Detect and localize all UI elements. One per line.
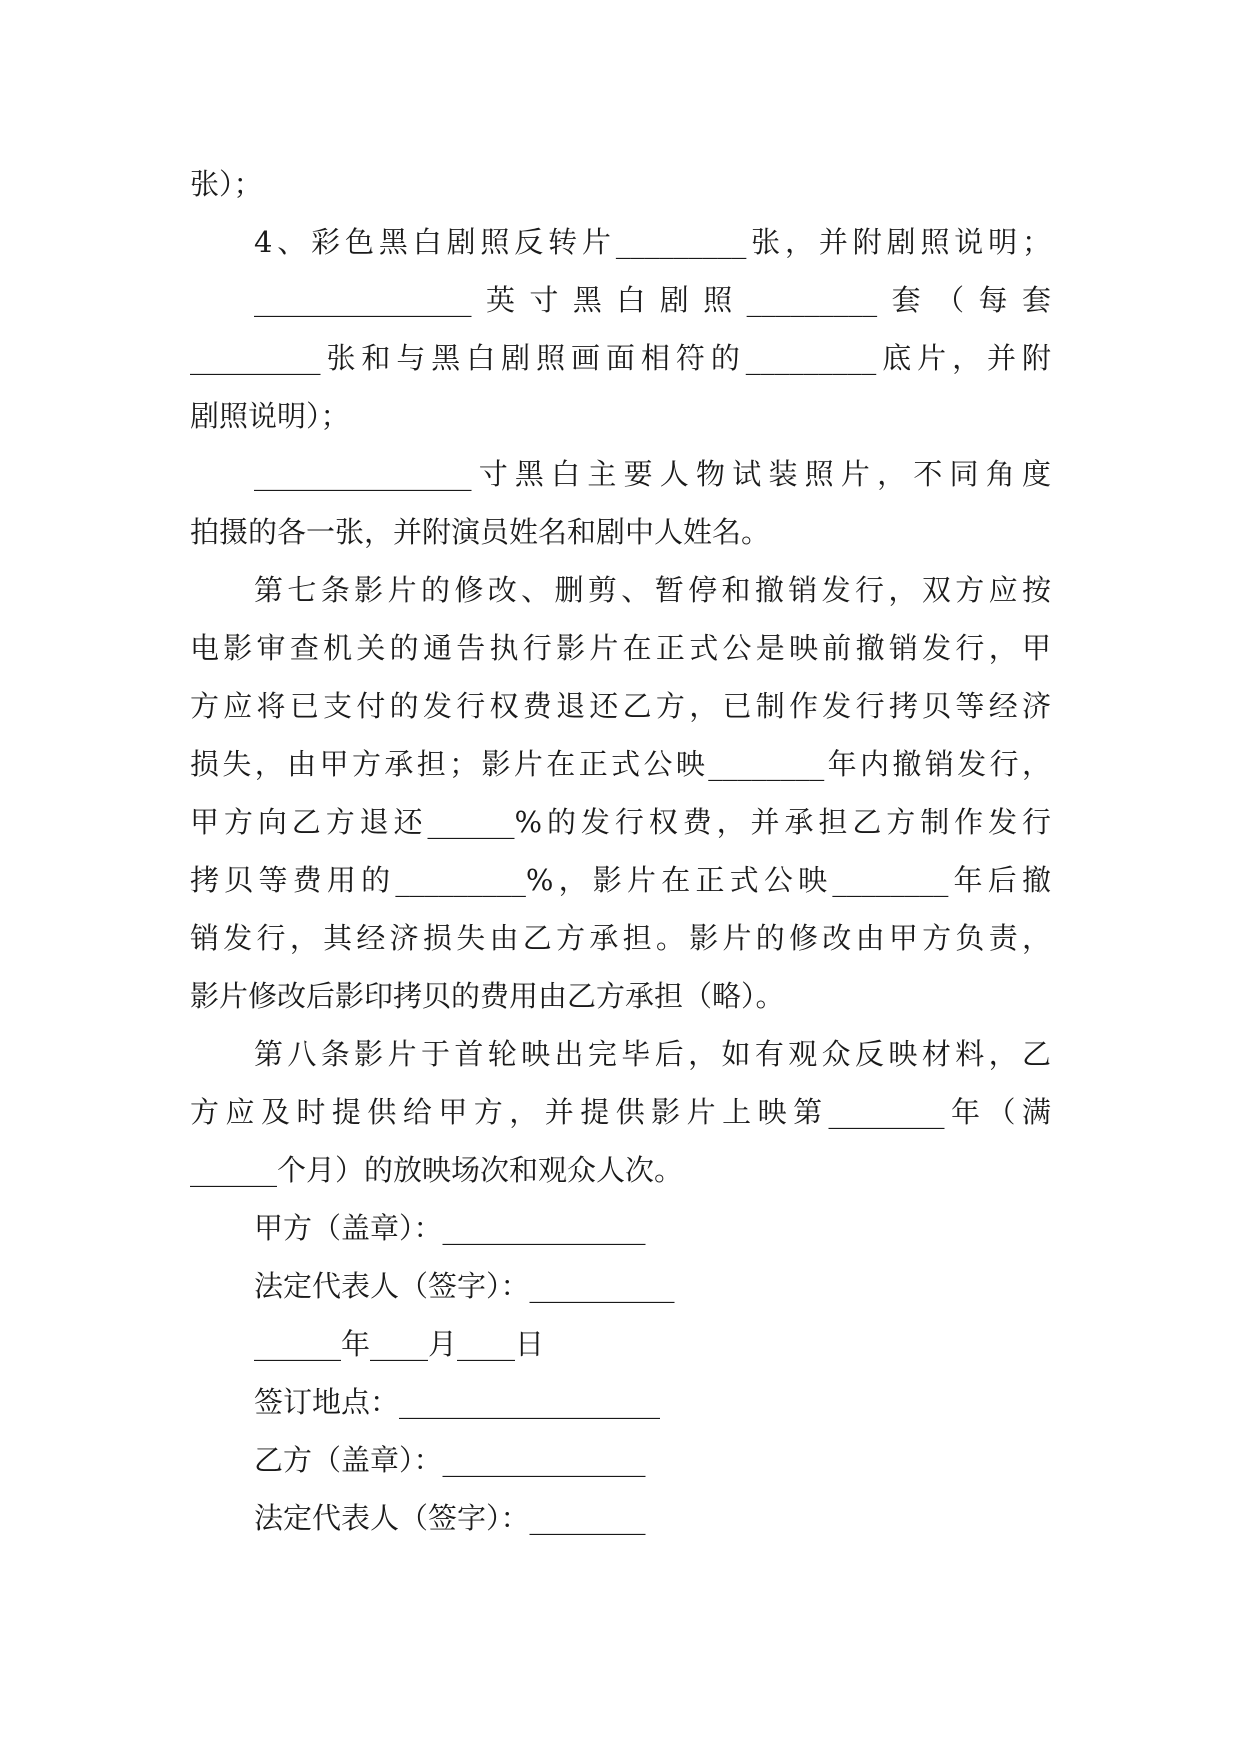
signing-date: ______年____月____日 [254, 1327, 545, 1361]
text-line: 方应及时提供给甲方，并提供影片上映第________年（满 [190, 1095, 1051, 1129]
text-line: 影片修改后影印拷贝的费用由乙方承担（略）。 [190, 979, 785, 1013]
text-line: 拷贝等费用的_________%，影片在正式公映________年后撤 [190, 863, 1051, 897]
text-line: 销发行，其经济损失由乙方承担。影片的修改由甲方负责， [190, 921, 1051, 955]
text-line: 张）； [190, 167, 263, 201]
text-line: 电影审查机关的通告执行影片在正式公是映前撤销发行，甲 [190, 631, 1051, 665]
text-line: 第七条影片的修改、删剪、暂停和撤销发行，双方应按 [254, 573, 1051, 607]
text-line: 方应将已支付的发行权费退还乙方，已制作发行拷贝等经济 [190, 689, 1051, 723]
signature-party-b: 乙方（盖章）：______________ [254, 1443, 646, 1477]
text-line: 甲方向乙方退还______%的发行权费，并承担乙方制作发行 [190, 805, 1051, 839]
text-line: 剧照说明）； [190, 399, 350, 433]
signing-location: 签订地点：__________________ [254, 1385, 661, 1419]
signature-party-a: 甲方（盖章）：______________ [254, 1211, 646, 1245]
contract-page [190, 155, 1051, 1547]
text-line: 第八条影片于首轮映出完毕后，如有观众反映材料，乙 [254, 1037, 1051, 1071]
text-line: 损失，由甲方承担；影片在正式公映________年内撤销发行， [190, 747, 1051, 781]
text-line: 拍摄的各一张，并附演员姓名和剧中人姓名。 [190, 515, 771, 549]
text-line: _________张和与黑白剧照画面相符的_________底片，并附 [190, 341, 1051, 375]
text-line: _______________英寸黑白剧照_________套（每套 [254, 283, 1051, 317]
text-line: 4、彩色黑白剧照反转片_________张，并附剧照说明； [254, 225, 1051, 259]
text-line: _______________寸黑白主要人物试装照片，不同角度 [254, 457, 1051, 491]
legal-rep-b: 法定代表人（签字）：________ [254, 1501, 646, 1535]
legal-rep-a: 法定代表人（签字）：__________ [254, 1269, 675, 1303]
text-line: ______个月）的放映场次和观众人次。 [190, 1153, 684, 1187]
